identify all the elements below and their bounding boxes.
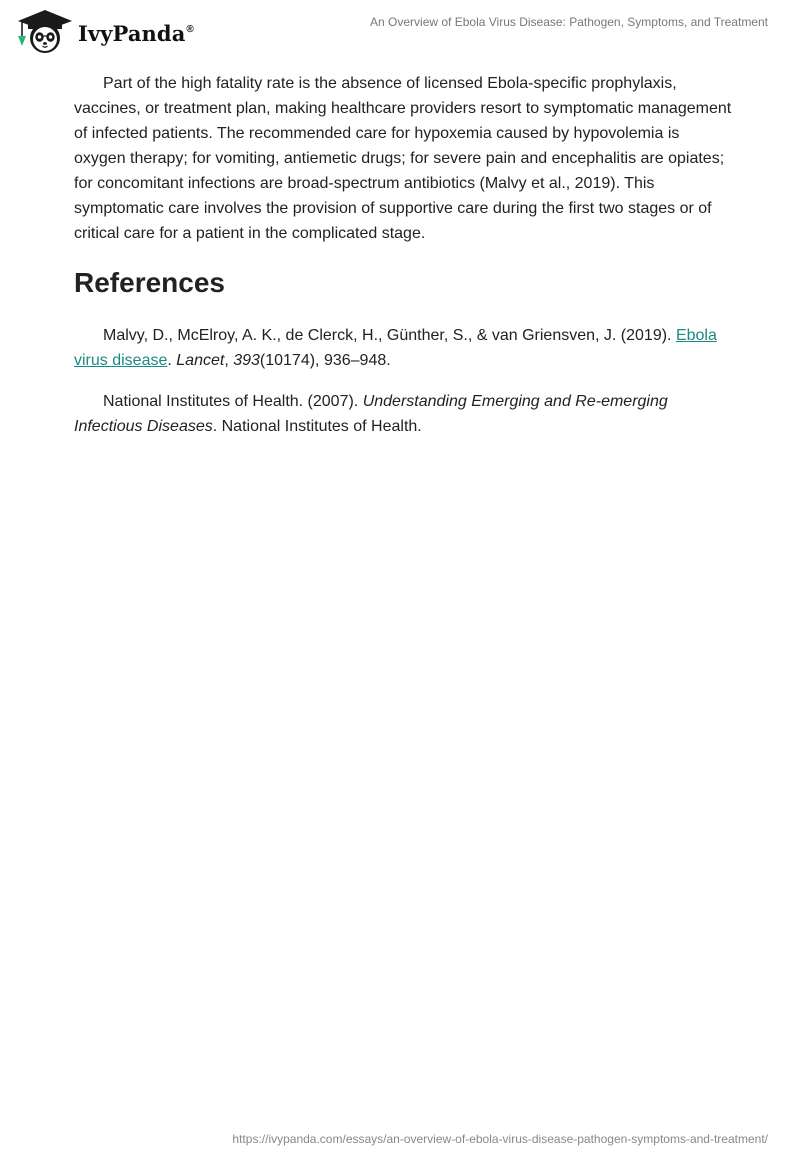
panda-graduation-cap-icon — [14, 6, 76, 56]
reference-volume: 393 — [233, 352, 260, 369]
reference-item-malvy — [74, 323, 734, 373]
reference-title: Understanding Emerging and Re-emerging Infectious Diseases — [74, 393, 668, 435]
reference-authors: National Institutes of Health. (2007). — [103, 393, 363, 410]
reference-journal: Lancet — [176, 352, 225, 369]
reference-authors: Malvy, D., McElroy, A. K., de Clerck, H., Günther, S., & van Griensven, J. (2019). — [103, 327, 676, 344]
reference-link-ebola-virus-disease[interactable]: Ebola virus disease — [74, 327, 717, 369]
reference-publisher: . National Institutes of Health. — [212, 418, 422, 435]
reference-pages: (10174), 936–948. — [259, 352, 391, 369]
reference-separator: , — [224, 352, 234, 369]
footer-url: https://ivypanda.com/essays/an-overview-of-ebola-virus-disease-pathogen-symptoms-and-treatment/ — [232, 1132, 768, 1146]
essay-content — [74, 71, 734, 455]
page-header — [0, 0, 800, 60]
document-title: An Overview of Ebola Virus Disease: Pathogen, Symptoms, and Treatment — [370, 15, 768, 29]
ivypanda-logo[interactable] — [14, 6, 204, 56]
references-heading: References — [74, 267, 225, 298]
references-list — [74, 323, 734, 439]
registered-mark: ® — [186, 23, 194, 35]
body-paragraph: Part of the high fatality rate is the absence of licensed Ebola-specific prophylaxis, vaccines, or treatment plan, making healthcare providers resort to symptomatic management of infected patients. The recommended care for hypoxemia caused by hypovolemia is oxygen therapy; for vomiting, antiemetic drugs; for severe pain and encephalitis are opiates; for concomitant infections are broad-spectrum antibiotics (Malvy et al., 2019). This symptomatic care involves the provision of supportive care during the first two stages or of critical care for a patient in the complicated stage. — [74, 75, 732, 242]
reference-item-nih — [74, 389, 734, 439]
reference-separator: . — [167, 352, 177, 369]
brand-name: IvyPanda® — [78, 20, 194, 46]
